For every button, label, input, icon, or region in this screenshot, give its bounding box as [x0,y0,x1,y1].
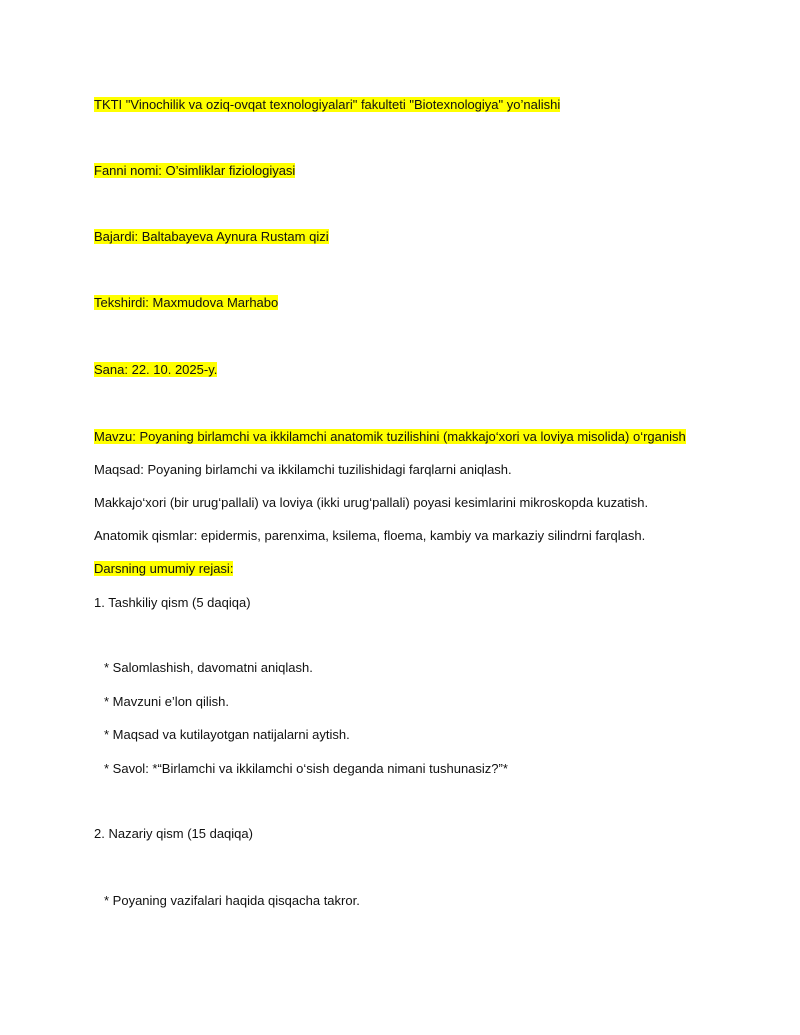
list-item: * Salomlashish, davomatni aniqlash. [104,660,313,675]
plan-heading: Darsning umumiy rejasi: [94,561,234,576]
topic-line: Mavzu: Poyaning birlamchi va ikkilamchi anatomik tuzilishini (makkajo‘xori va loviya misolida) o‘rganish [94,429,686,444]
section2-title: 2. Nazariy qism (15 daqiqa) [94,826,253,841]
goal-line: Maqsad: Poyaning birlamchi va ikkilamchi tuzilishidagi farqlarni aniqlash. [94,462,512,477]
section1-title: 1. Tashkiliy qism (5 daqiqa) [94,595,251,610]
subject-line: Fanni nomi: O’simliklar fiziologiyasi [94,163,296,178]
list-item: * Poyaning vazifalari haqida qisqacha takror. [104,893,360,908]
author-line: Bajardi: Baltabayeva Aynura Rustam qizi [94,229,329,244]
list-item: * Savol: *“Birlamchi va ikkilamchi o‘sish deganda nimani tushunasiz?”* [104,761,508,776]
observation-line: Makkajo‘xori (bir urug‘pallali) va loviya (ikki urug‘pallali) poyasi kesimlarini mikroskopda kuzatish. [94,495,649,510]
list-item: * Mavzuni e’lon qilish. [104,694,230,709]
anatomy-parts-line: Anatomik qismlar: epidermis, parenxima, ksilema, floema, kambiy va markaziy silindrni farqlash. [94,528,646,543]
list-item: * Maqsad va kutilayotgan natijalarni aytish. [104,727,350,742]
faculty-line: TKTI "Vinochilik va oziq-ovqat texnologiyalari" fakulteti "Biotexnologiya" yo’nalishi [94,97,561,112]
date-line: Sana: 22. 10. 2025-y. [94,362,218,377]
checker-line: Tekshirdi: Maxmudova Marhabo [94,295,279,310]
